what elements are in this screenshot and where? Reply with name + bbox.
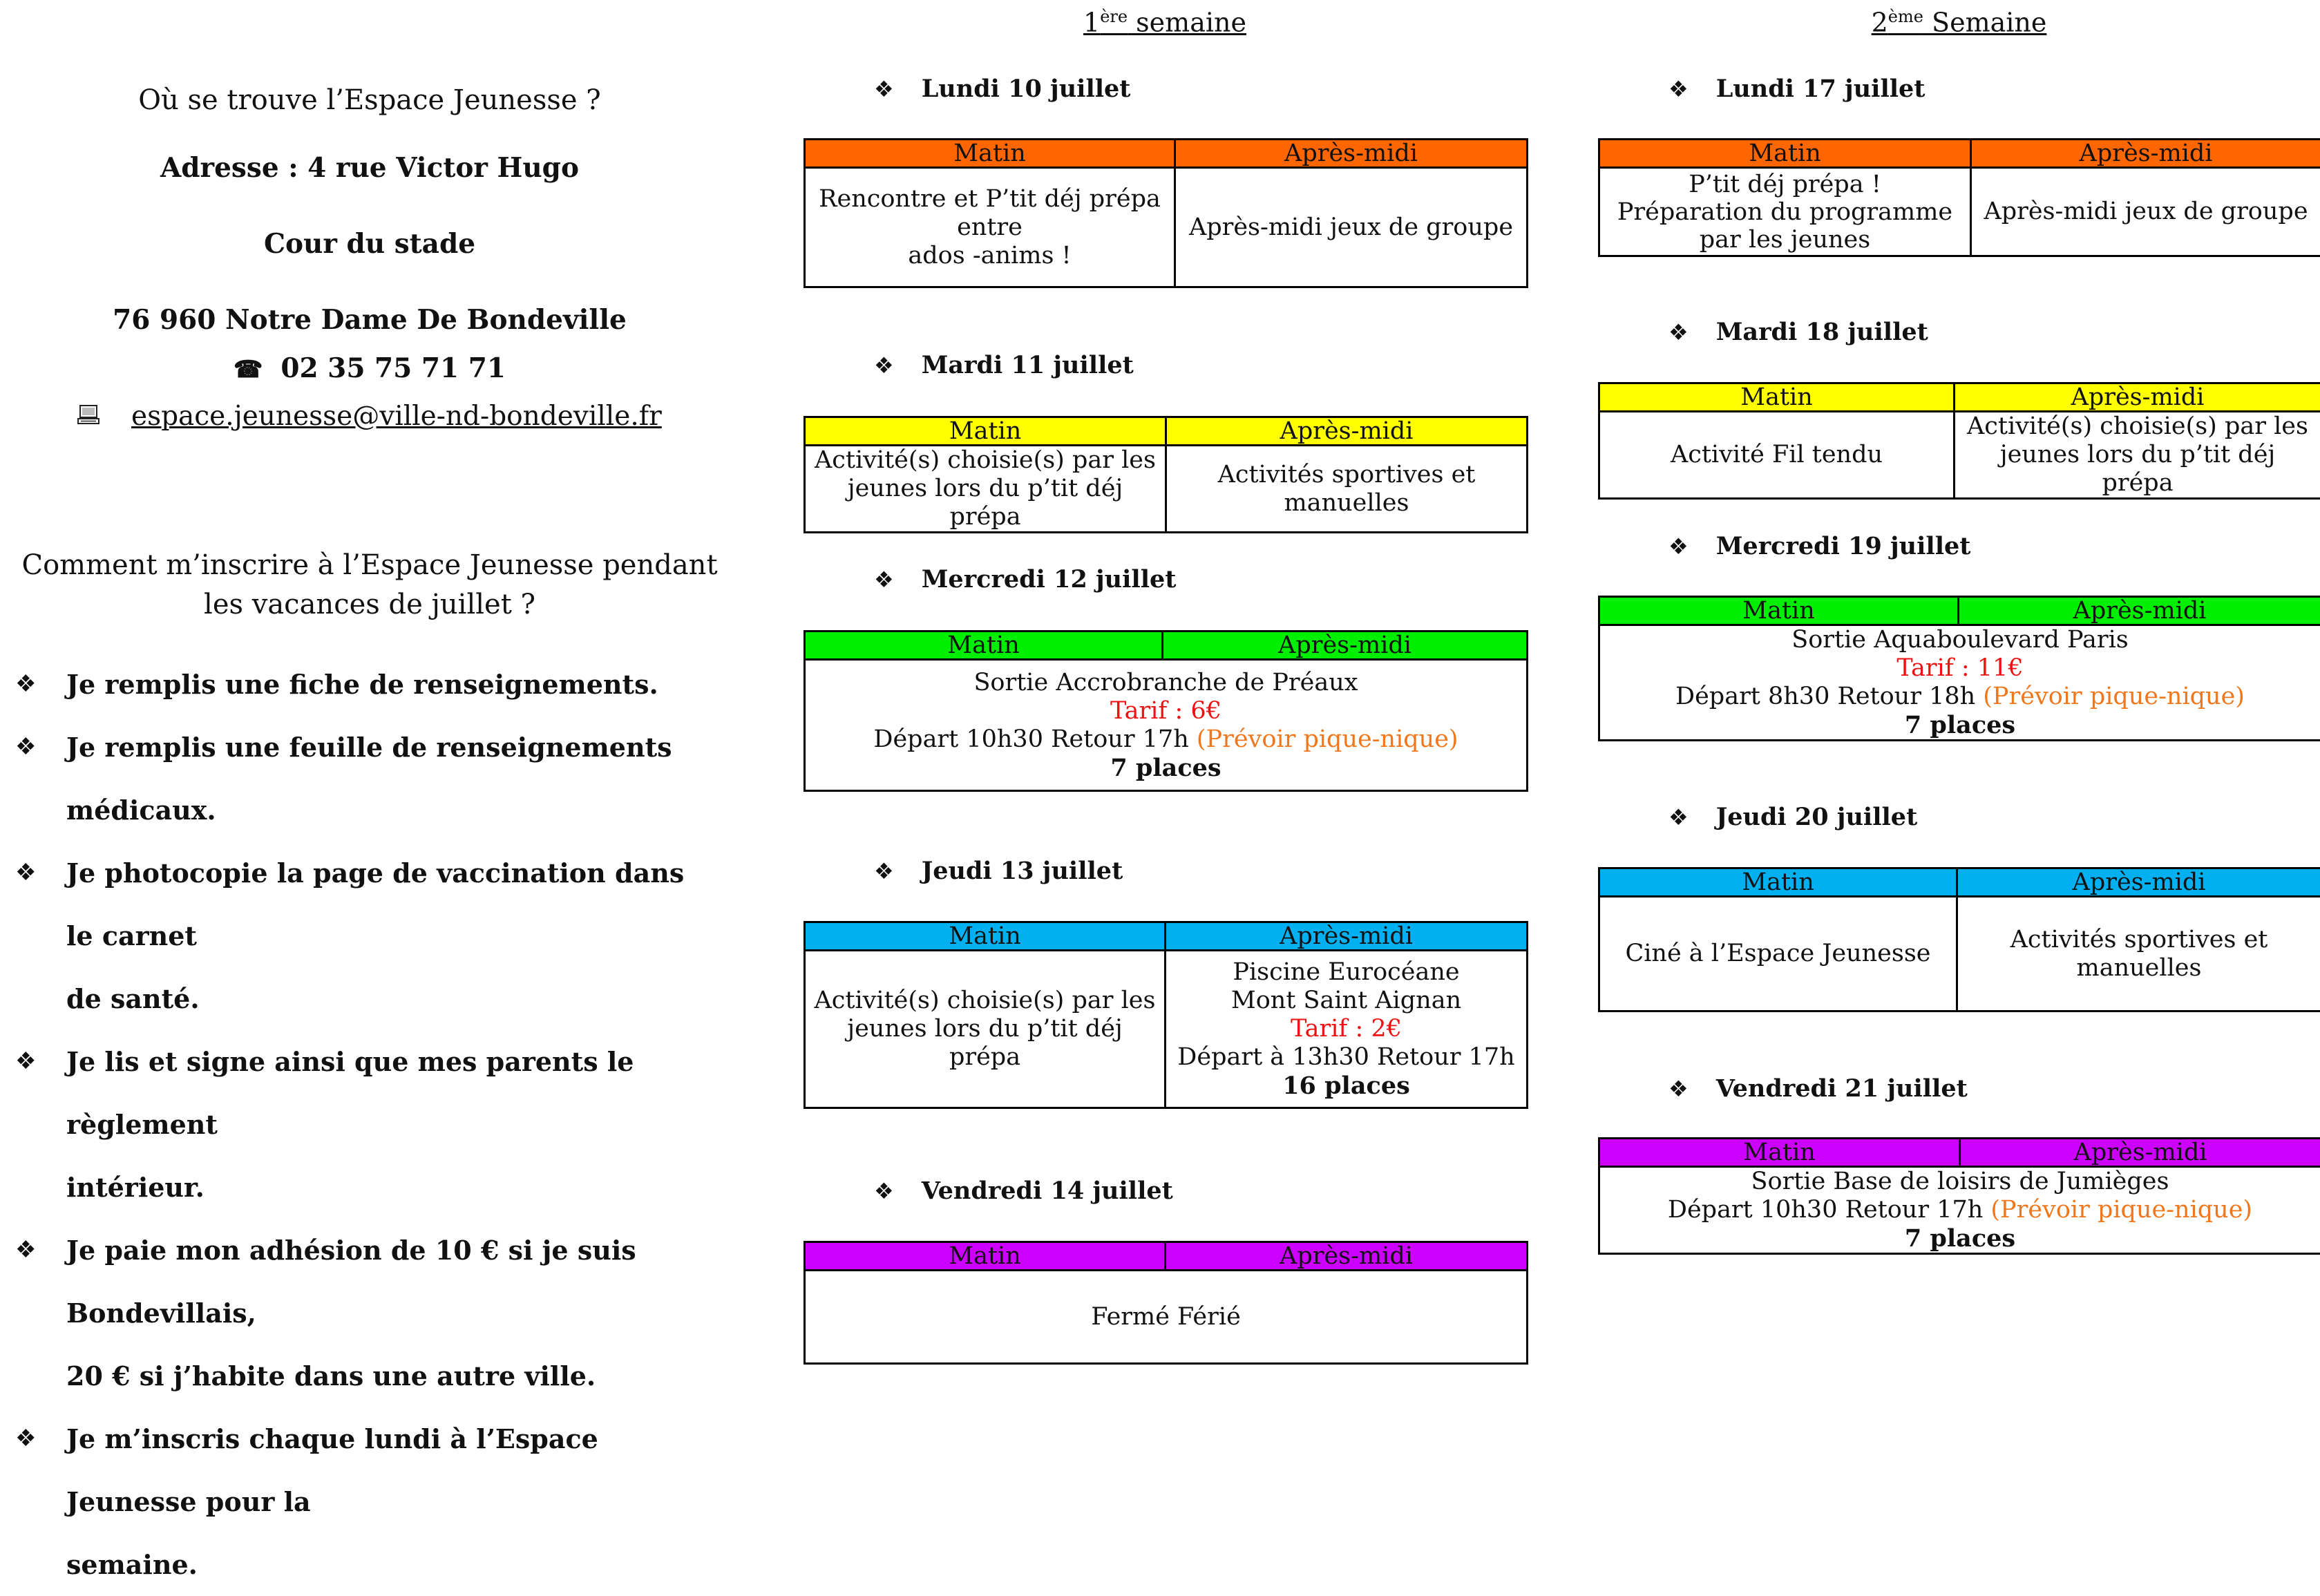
signup-step: ❖ Je lis et signe ainsi que mes parents le règlement intérieur. (15, 1030, 720, 1219)
day-heading: ❖ Vendredi 21 juillet (1668, 1074, 1968, 1103)
diamond-bullet-icon: ❖ (15, 653, 36, 716)
phone-icon: ☎ (234, 356, 263, 383)
signup-title-line2: les vacances de juillet ? (0, 589, 739, 620)
schedule-table (1598, 867, 2320, 1012)
address-line: Adresse : 4 rue Victor Hugo (0, 152, 739, 184)
diamond-bullet-icon: ❖ (874, 567, 894, 593)
outing-details: Sortie Base de loisirs de Jumièges Départ 10h30 Retour 17h (Prévoir pique-nique) 7 places (1599, 1167, 2320, 1254)
diamond-bullet-icon: ❖ (874, 352, 894, 379)
morning-header: Matin (1599, 1139, 1960, 1167)
location-title: Où se trouve l’Espace Jeunesse ? (0, 84, 739, 116)
afternoon-activity: Après-midi jeux de groupe (1971, 168, 2320, 256)
picnic-note: (Prévoir pique-nique) (1990, 1196, 2252, 1224)
schedule-table (1598, 382, 2320, 500)
afternoon-header: Après-midi (1960, 1139, 2320, 1167)
picnic-note: (Prévoir pique-nique) (1983, 683, 2245, 710)
diamond-bullet-icon: ❖ (874, 1178, 894, 1204)
outing-details: Sortie Accrobranche de Préaux Tarif : 6€ Départ 10h30 Retour 17h (Prévoir pique-nique) 7 places (805, 660, 1528, 791)
places-count: 7 places (1606, 711, 2314, 739)
places-count: 7 places (1606, 1224, 2314, 1253)
morning-activity: Rencontre et P’tit déj prépa entre ados -anims ! (805, 168, 1175, 287)
afternoon-activity: Activité(s) choisie(s) par les jeunes lors du p’tit déj prépa (1955, 412, 2320, 499)
picnic-note: (Prévoir pique-nique) (1197, 725, 1458, 753)
diamond-bullet-icon: ❖ (15, 1219, 36, 1282)
signup-step: ❖ Je photocopie la page de vaccination dans le carnet de santé. (15, 842, 720, 1030)
morning-header: Matin (805, 1242, 1166, 1271)
morning-activity: P’tit déj prépa ! Préparation du programme par les jeunes (1599, 168, 1971, 256)
diamond-bullet-icon: ❖ (1668, 319, 1689, 345)
signup-steps-list (15, 653, 720, 1596)
diamond-bullet-icon: ❖ (15, 1030, 36, 1093)
morning-header: Matin (1599, 868, 1957, 897)
schedule-table (1598, 138, 2320, 257)
afternoon-header: Après-midi (1166, 922, 1528, 951)
afternoon-header: Après-midi (1175, 140, 1528, 168)
diamond-bullet-icon: ❖ (1668, 1076, 1689, 1102)
city-line: 76 960 Notre Dame De Bondeville (0, 304, 739, 336)
morning-activity: Activité(s) choisie(s) par les jeunes lors du p’tit déj prépa (805, 446, 1166, 533)
afternoon-activity: Après-midi jeux de groupe (1175, 168, 1528, 287)
diamond-bullet-icon: ❖ (15, 716, 36, 779)
diamond-bullet-icon: ❖ (874, 858, 894, 884)
price-label: Tarif : 2€ (1172, 1015, 1521, 1043)
schedule-table (1598, 596, 2320, 741)
morning-header: Matin (1599, 383, 1955, 412)
afternoon-activity: Piscine Eurocéane Mont Saint Aignan Tarif : 2€ Départ à 13h30 Retour 17h 16 places (1166, 951, 1528, 1108)
email-link[interactable]: espace.jeunesse@ville-nd-bondeville.fr (131, 401, 662, 432)
diamond-bullet-icon: ❖ (874, 76, 894, 102)
day-heading: ❖ Mardi 18 juillet (1668, 318, 1928, 346)
day-heading: ❖ Jeudi 20 juillet (1668, 803, 1917, 831)
diamond-bullet-icon: ❖ (15, 842, 36, 904)
signup-step: ❖ Je paie mon adhésion de 10 € si je suis Bondevillais, 20 € si j’habite dans une autre ville. (15, 1219, 720, 1407)
morning-activity: Activité(s) choisie(s) par les jeunes lors du p’tit déj prépa (805, 951, 1166, 1108)
price-label: Tarif : 11€ (1606, 654, 2314, 683)
diamond-bullet-icon: ❖ (1668, 76, 1689, 102)
schedule-table (804, 416, 1528, 533)
places-count: 7 places (811, 754, 1521, 782)
schedule-table (804, 138, 1528, 288)
morning-header: Matin (805, 631, 1163, 660)
afternoon-header: Après-midi (1959, 597, 2320, 625)
afternoon-activity: Activités sportives et manuelles (1166, 446, 1528, 533)
diamond-bullet-icon: ❖ (1668, 533, 1689, 560)
places-count: 16 places (1172, 1072, 1521, 1100)
price-label: Tarif : 6€ (811, 697, 1521, 725)
morning-header: Matin (1599, 140, 1971, 168)
day-heading: ❖ Vendredi 14 juillet (874, 1177, 1173, 1205)
diamond-bullet-icon: ❖ (1668, 804, 1689, 830)
computer-icon (77, 403, 99, 426)
morning-activity: Ciné à l’Espace Jeunesse (1599, 897, 1957, 1011)
afternoon-activity: Activités sportives et manuelles (1957, 897, 2320, 1011)
week2-title: 2ème Semaine (1598, 7, 2320, 38)
week1-title: 1ère semaine (804, 7, 1526, 38)
morning-activity: Activité Fil tendu (1599, 412, 1955, 499)
closed-notice: Fermé Férié (805, 1271, 1528, 1364)
afternoon-header: Après-midi (1957, 868, 2320, 897)
morning-header: Matin (805, 140, 1175, 168)
afternoon-header: Après-midi (1163, 631, 1528, 660)
court-line: Cour du stade (0, 228, 739, 260)
morning-header: Matin (805, 417, 1166, 446)
day-heading: ❖ Mercredi 19 juillet (1668, 532, 1970, 560)
afternoon-header: Après-midi (1971, 140, 2320, 168)
morning-header: Matin (1599, 597, 1959, 625)
schedule-table (1598, 1137, 2320, 1255)
phone-number: 02 35 75 71 71 (281, 352, 506, 384)
signup-step: ❖ Je m’inscris chaque lundi à l’Espace Jeunesse pour la semaine. (15, 1407, 720, 1596)
schedule-table (804, 1241, 1528, 1365)
outing-details: Sortie Aquaboulevard Paris Tarif : 11€ Départ 8h30 Retour 18h (Prévoir pique-nique) 7 places (1599, 625, 2320, 741)
schedule-table (804, 921, 1528, 1109)
day-heading: ❖ Mercredi 12 juillet (874, 565, 1176, 593)
signup-title-line1: Comment m’inscrire à l’Espace Jeunesse pendant (0, 549, 739, 581)
day-heading: ❖ Lundi 10 juillet (874, 75, 1130, 103)
day-heading: ❖ Mardi 11 juillet (874, 351, 1134, 379)
afternoon-header: Après-midi (1955, 383, 2320, 412)
morning-header: Matin (805, 922, 1166, 951)
day-heading: ❖ Jeudi 13 juillet (874, 857, 1123, 885)
day-heading: ❖ Lundi 17 juillet (1668, 75, 1925, 103)
afternoon-header: Après-midi (1166, 417, 1528, 446)
schedule-table (804, 630, 1528, 792)
signup-step: ❖ Je remplis une fiche de renseignements. (15, 653, 720, 716)
afternoon-header: Après-midi (1166, 1242, 1528, 1271)
phone-line (0, 352, 739, 384)
signup-step: ❖ Je remplis une feuille de renseignements médicaux. (15, 716, 720, 842)
diamond-bullet-icon: ❖ (15, 1407, 36, 1470)
